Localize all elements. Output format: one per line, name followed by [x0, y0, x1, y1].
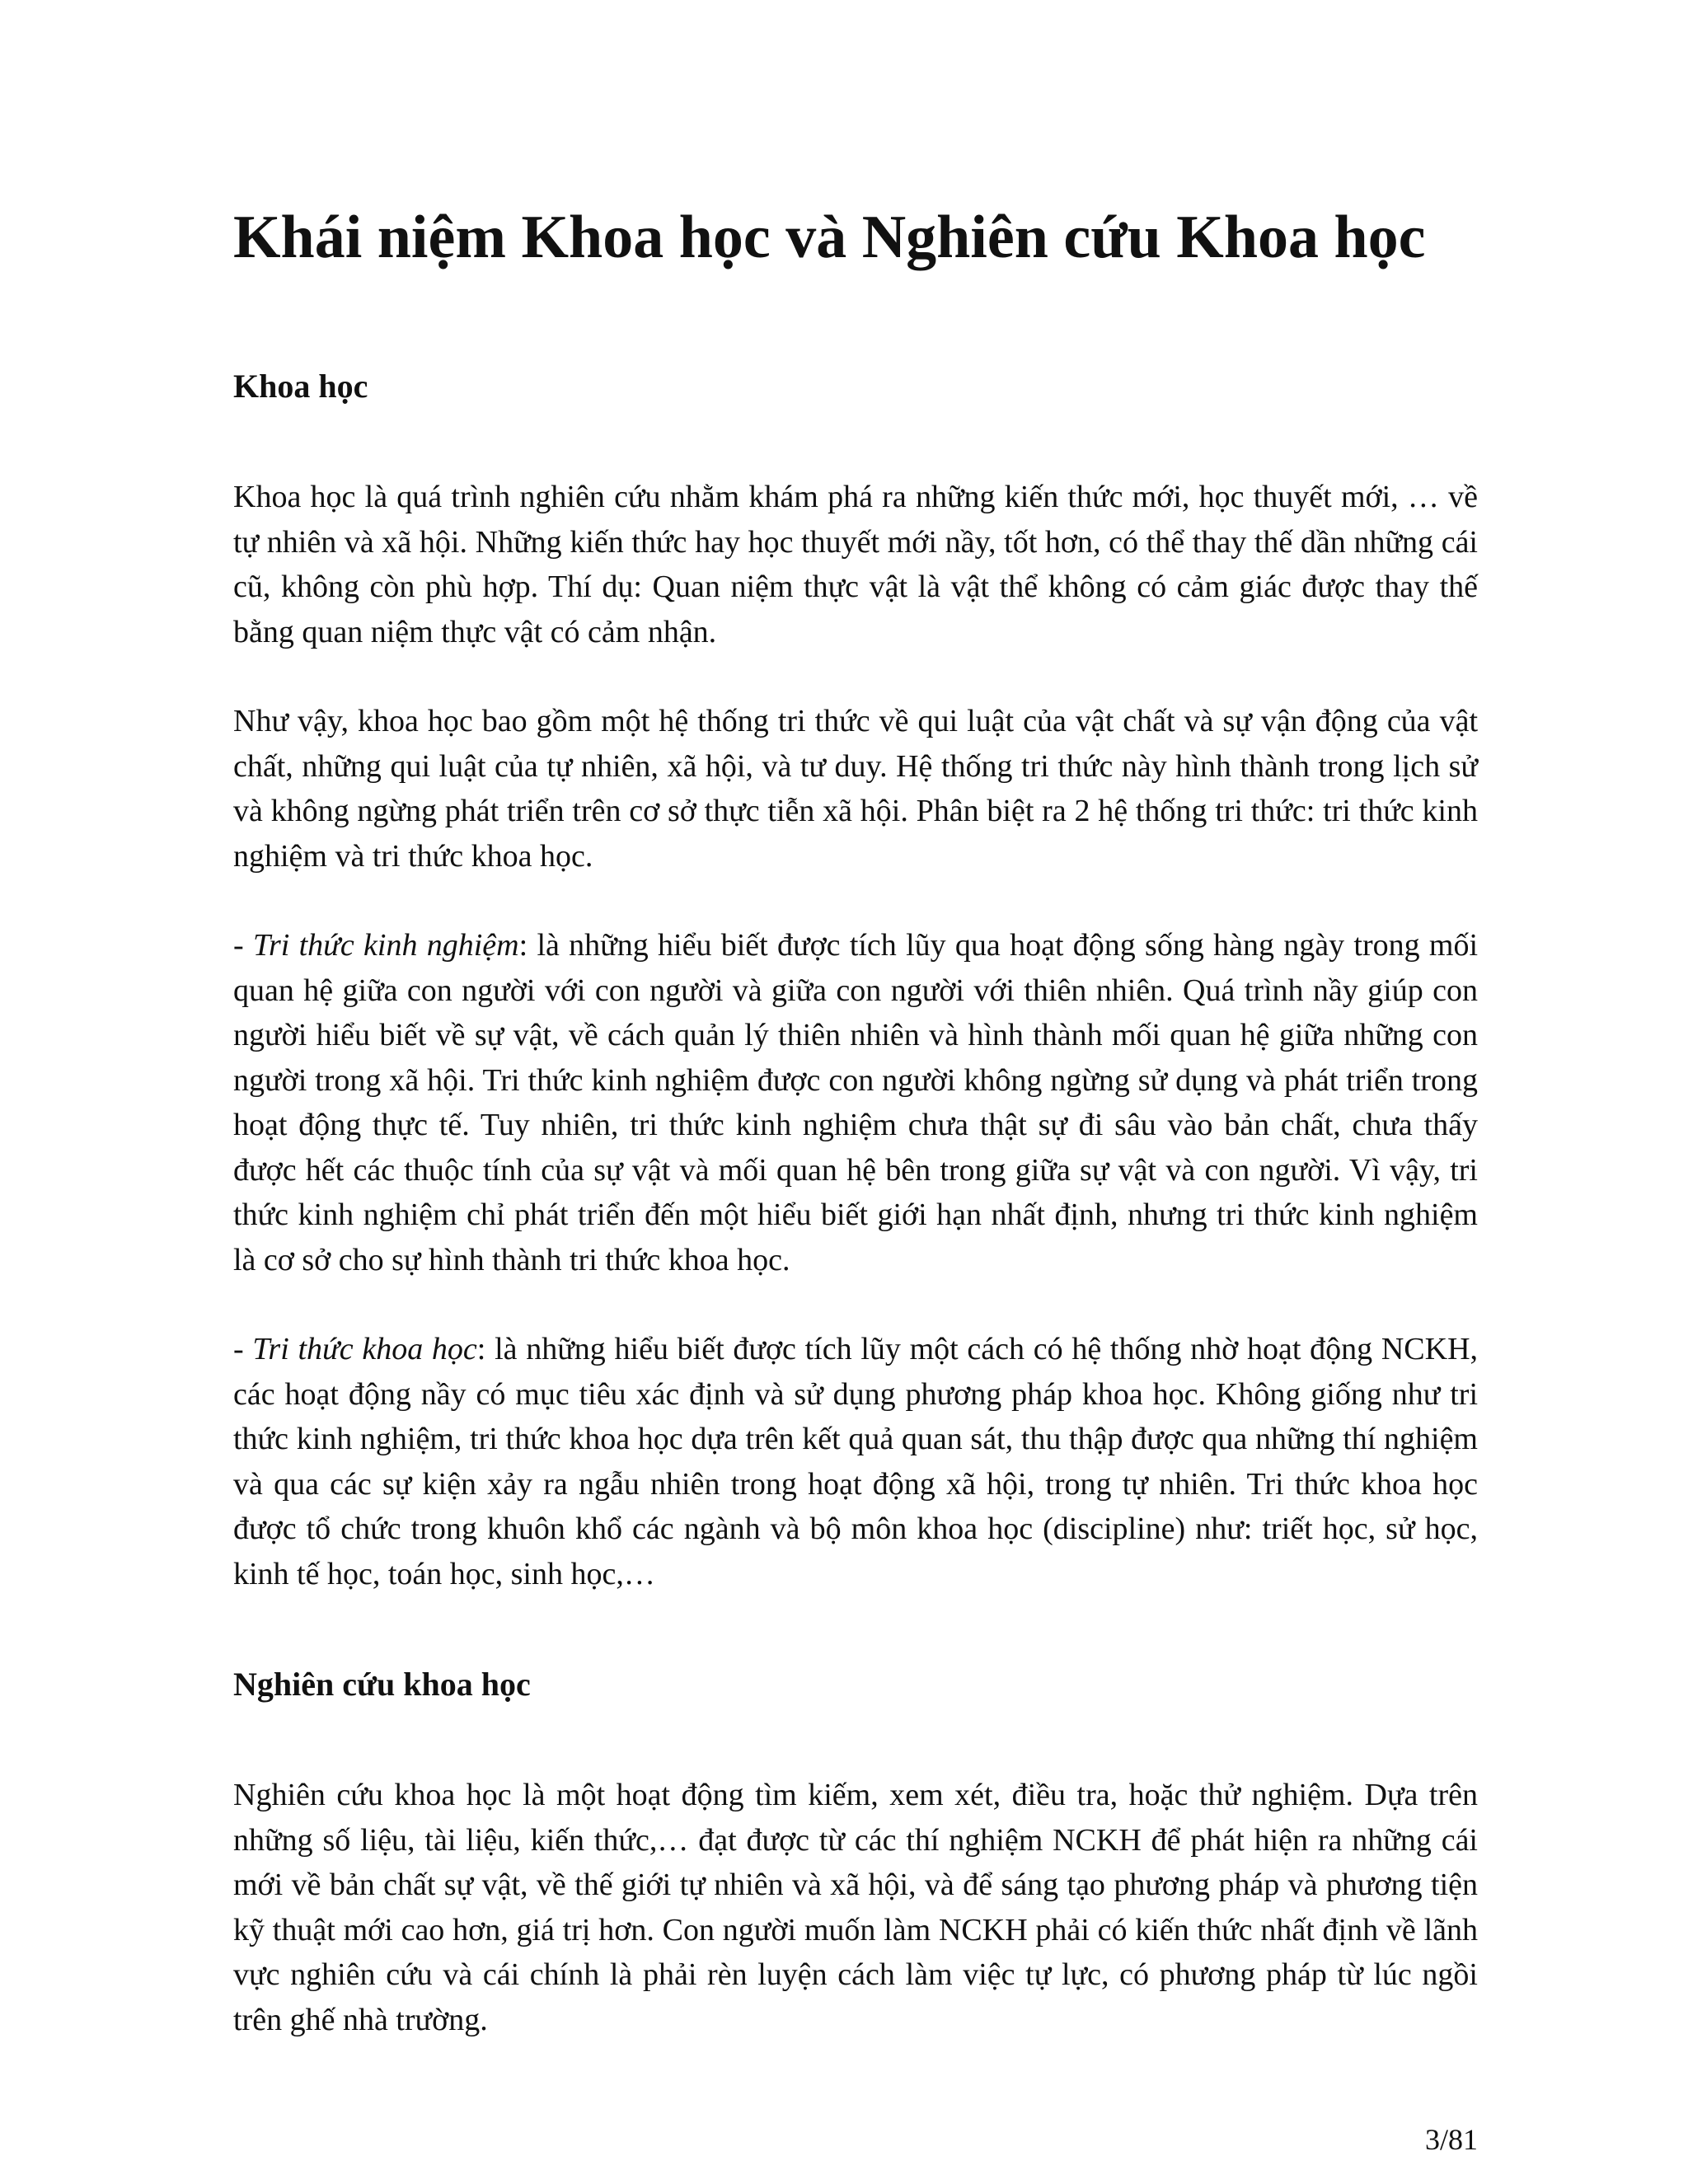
- list-dash: -: [233, 928, 253, 963]
- scientific-knowledge-text: : là những hiểu biết được tích lũy một cách có hệ thống nhờ hoạt động NCKH, các hoạt động nầy có mục tiêu xác định và sử dụng phương pháp khoa học. Không giống như tri thức kinh nghiệm, tri thức khoa học dựa trên kết quả quan sát, thu thập được qua những thí nghiệm và qua các sự kiện xảy ra ngẫu nhiên trong hoạt động xã hội, trong tự nhiên. Tri thức khoa học được tổ chức trong khuôn khổ các ngành và bộ môn khoa học (discipline) như: triết học, sử học, kinh tế học, toán học, sinh học,…: [233, 1332, 1479, 1591]
- paragraph-experiential-knowledge: [233, 923, 1478, 1282]
- section-heading-nghien-cuu-khoa-hoc: Nghiên cứu khoa học: [233, 1666, 531, 1703]
- paragraph-scientific-knowledge: [233, 1327, 1478, 1596]
- list-dash: -: [233, 1332, 253, 1366]
- page-content: [233, 198, 1478, 2042]
- term-scientific-knowledge: Tri thức khoa học: [252, 1332, 477, 1366]
- paragraph-knowledge-system: Như vậy, khoa học bao gồm một hệ thống tri thức về qui luật của vật chất và sự vận động của vật chất, những qui luật của tự nhiên, xã hội, và tư duy. Hệ thống tri thức này hình thành trong lịch sử và không ngừng phát triển trên cơ sở thực tiễn xã hội. Phân biệt ra 2 hệ thống tri thức: tri thức kinh nghiệm và tri thức khoa học.: [233, 704, 1478, 874]
- term-experiential-knowledge: Tri thức kinh nghiệm: [252, 928, 519, 963]
- paragraph-research-definition: Nghiên cứu khoa học là một hoạt động tìm kiếm, xem xét, điều tra, hoặc thử nghiệm. Dựa trên những số liệu, tài liệu, kiến thức,… đạt được từ các thí nghiệm NCKH để phát hiện ra những cái mới về bản chất sự vật, về thế giới tự nhiên và xã hội, và để sáng tạo phương pháp và phương tiện kỹ thuật mới cao hơn, giá trị hơn. Con người muốn làm NCKH phải có kiến thức nhất định về lãnh vực nghiên cứu và cái chính là phải rèn luyện cách làm việc tự lực, có phương pháp từ lúc ngồi trên ghế nhà trường.: [233, 1778, 1478, 2037]
- experiential-knowledge-text: : là những hiểu biết được tích lũy qua hoạt động sống hàng ngày trong mối quan hệ giữa con người với con người và giữa con người với thiên nhiên. Quá trình nầy giúp con người hiểu biết về sự vật, về cách quản lý thiên nhiên và hình thành mối quan hệ giữa những con người trong xã hội. Tri thức kinh nghiệm được con người không ngừng sử dụng và phát triển trong hoạt động thực tế. Tuy nhiên, tri thức kinh nghiệm chưa thật sự đi sâu vào bản chất, chưa thấy được hết các thuộc tính của sự vật và mối quan hệ bên trong giữa sự vật và con người. Vì vậy, tri thức kinh nghiệm chỉ phát triển đến một hiểu biết giới hạn nhất định, nhưng tri thức kinh nghiệm là cơ sở cho sự hình thành tri thức khoa học.: [233, 928, 1479, 1277]
- paragraph-khoa-hoc-definition: Khoa học là quá trình nghiên cứu nhằm khám phá ra những kiến thức mới, học thuyết mới, … về tự nhiên và xã hội. Những kiến thức hay học thuyết mới nầy, tốt hơn, có thể thay thế dần những cái cũ, không còn phù hợp. Thí dụ: Quan niệm thực vật là vật thể không có cảm giác được thay thế bằng quan niệm thực vật có cảm nhận.: [233, 480, 1478, 649]
- page-number: 3/81: [1424, 2123, 1478, 2156]
- page-title: Khái niệm Khoa học và Nghiên cứu Khoa học: [233, 204, 1426, 271]
- section-heading-khoa-hoc: Khoa học: [233, 368, 368, 405]
